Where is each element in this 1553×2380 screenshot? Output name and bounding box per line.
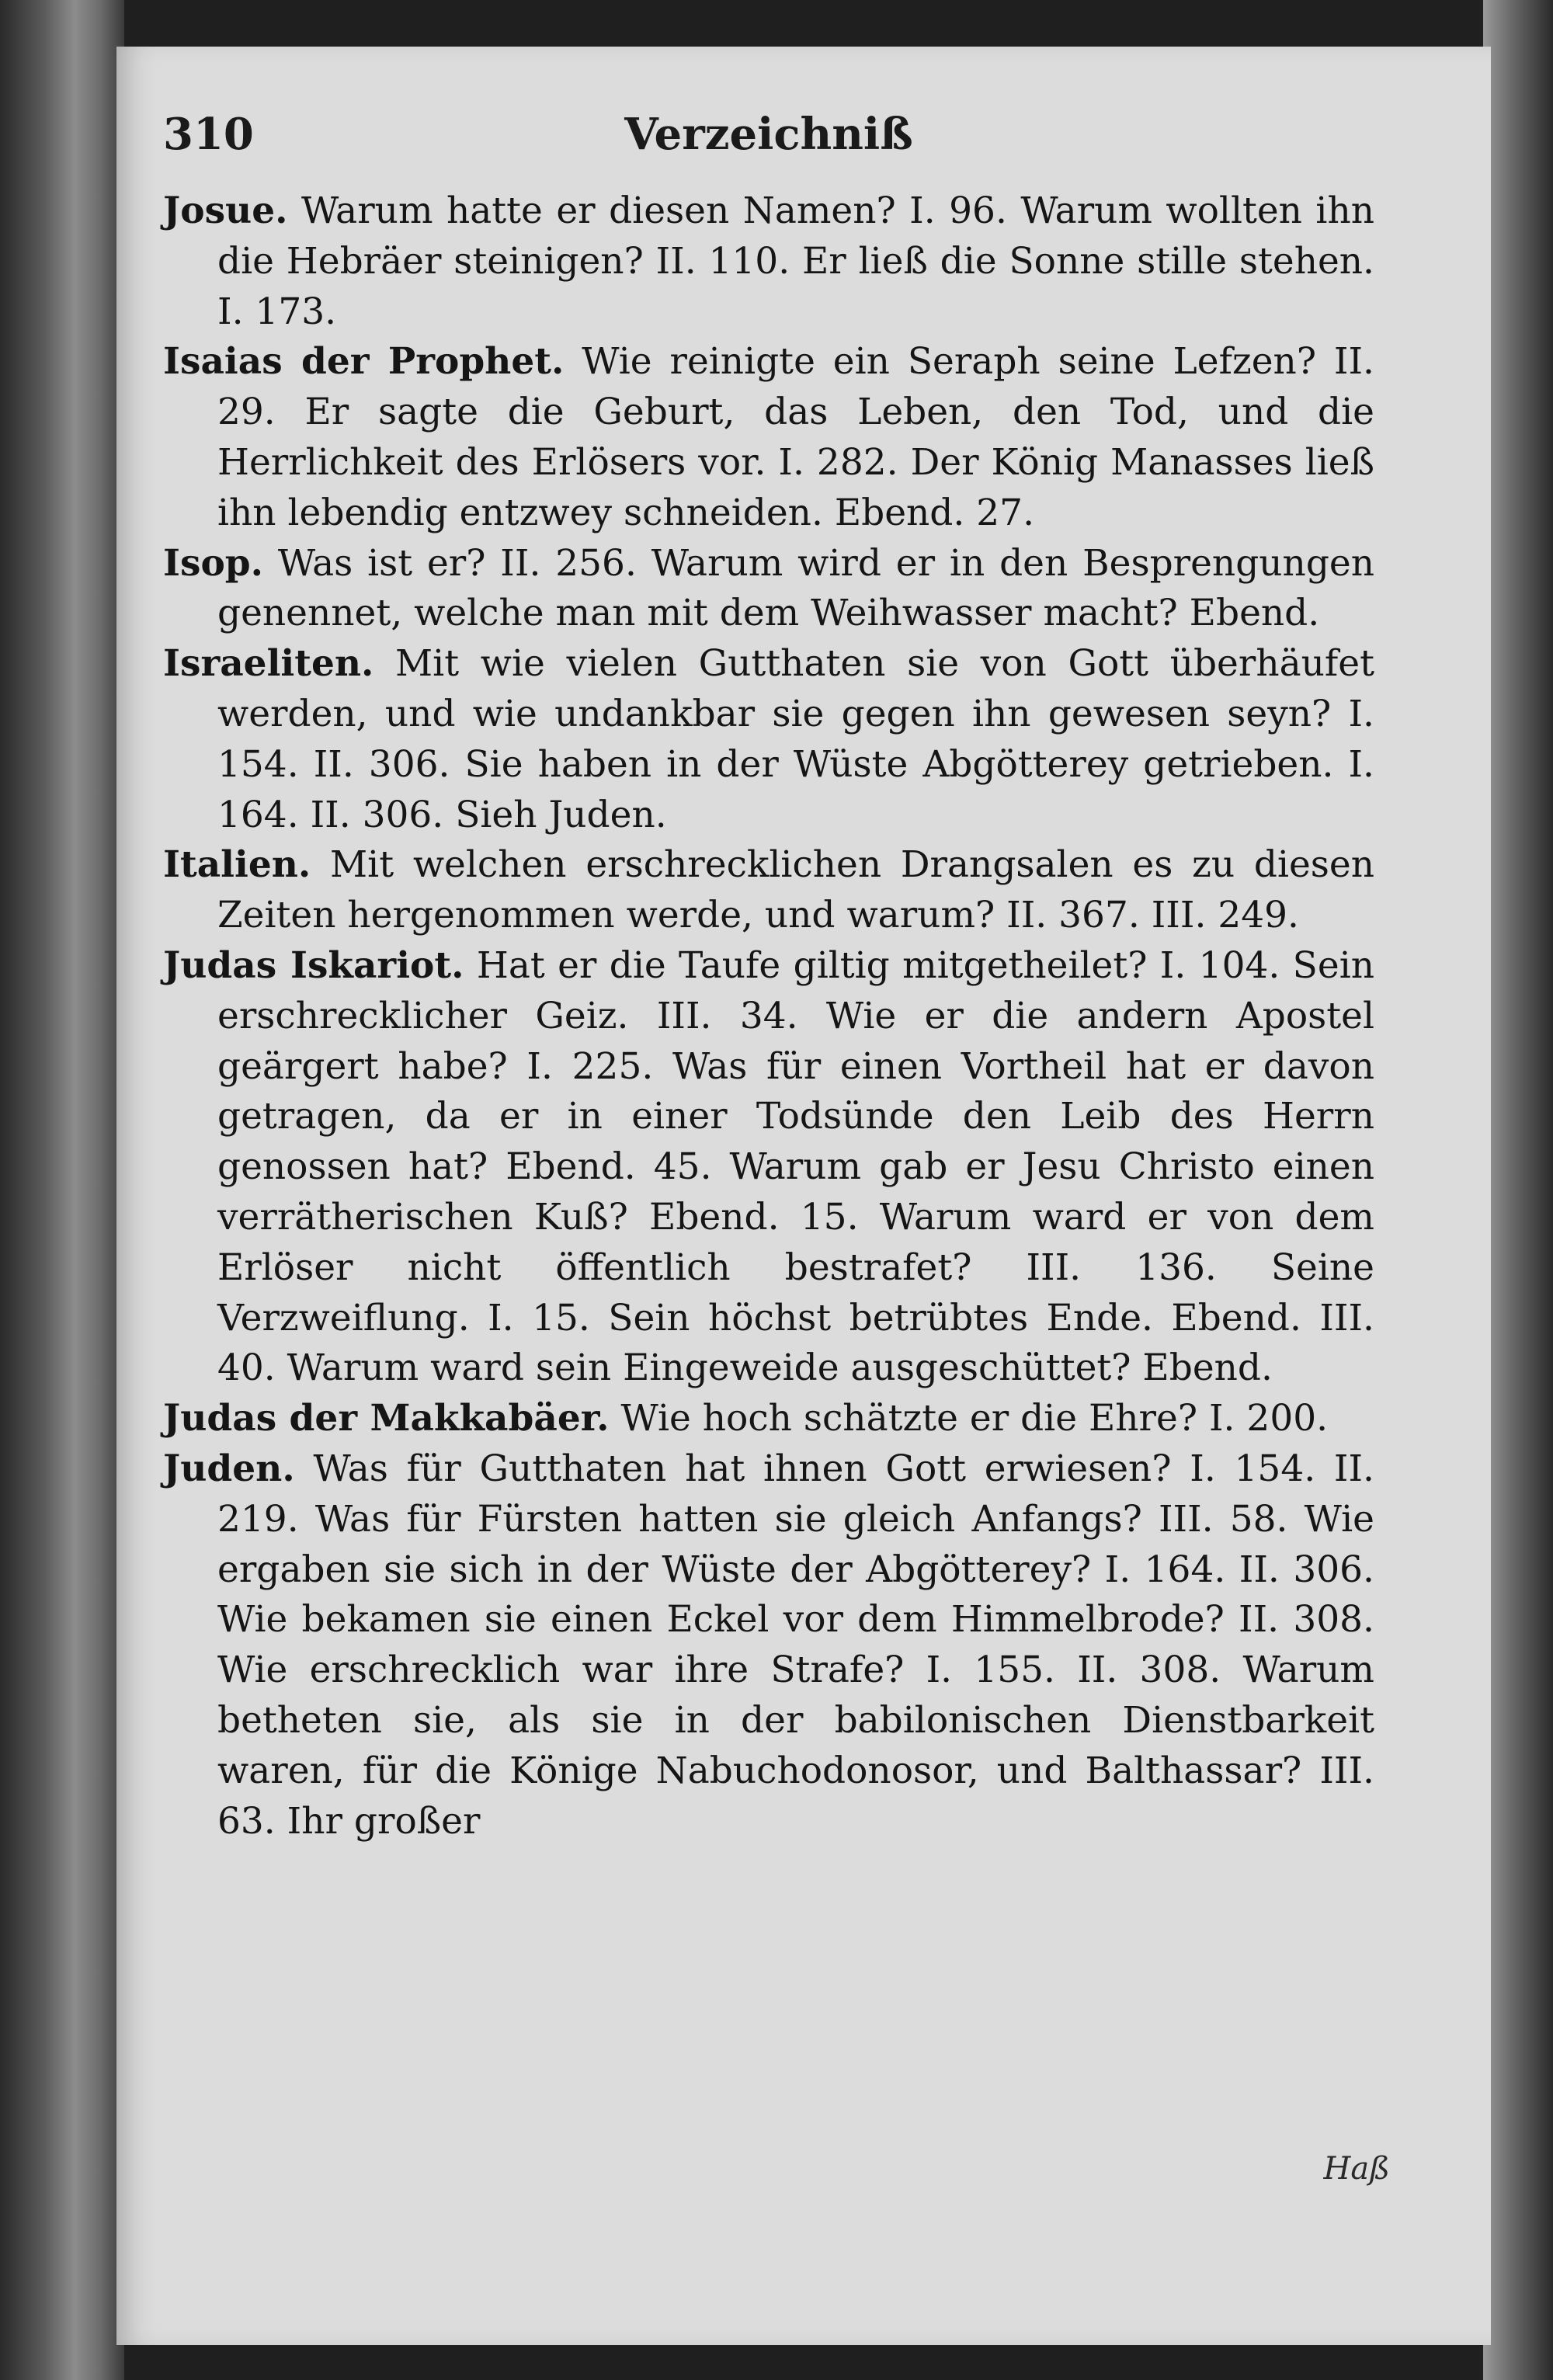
index-entry-josue: [163, 186, 1374, 337]
entry-text: Wie reinigte ein Seraph seine Lefzen? II. 29. Er sagte die Geburt, das Leben, den Tod, und die Herrlichkeit des Erlösers vor. I. 282. Der König Manasses ließ ihn lebendig entzwey schneiden. Ebend. 27.: [217, 340, 1374, 534]
book-edge-left: [0, 0, 124, 2380]
entry-headword: Josue.: [163, 189, 288, 232]
book-edge-right: [1483, 0, 1553, 2380]
entry-text: Was für Gutthaten hat ihnen Gott erwiesen? I. 154. II. 219. Was für Fürsten hatten sie gleich Anfangs? III. 58. Wie ergaben sie sich in der Wüste der Abgötterey? I. 164. II. 306. Wie bekamen sie einen Eckel vor dem Himmelbrode? II. 308. Wie erschrecklich war ihre Strafe? I. 155. II. 308. Warum betheten sie, als sie in der babilonischen Dienstbarkeit waren, für die Könige Nabuchodonosor, und Balthassar? III. 63. Ihr großer: [217, 1447, 1374, 1843]
entry-text: Wie hoch schätzte er die Ehre? I. 200.: [609, 1397, 1329, 1440]
index-entry-isop: [163, 539, 1374, 640]
entry-text: Hat er die Taufe giltig mitgetheilet? I. 104. Sein erschrecklicher Geiz. III. 34. Wie er die andern Apostel geärgert habe? I. 225. Was für einen Vortheil hat er davon getragen, da er in einer Todsünde den Leib des Herrn genossen hat? Ebend. 45. Warum gab er Jesu Christo einen verrätherischen Kuß? Ebend. 15. Warum ward er von dem Erlöser nicht öffentlich bestrafet? III. 136. Seine Verzweiflung. I. 15. Sein höchst betrübtes Ende. Ebend. III. 40. Warum ward sein Eingeweide ausgeschüttet? Ebend.: [217, 943, 1374, 1390]
page-number: 310: [163, 109, 254, 160]
index-entry-isaias: [163, 337, 1374, 538]
entry-headword: Isaias der Prophet.: [163, 340, 565, 384]
index-entry-italien: [163, 840, 1374, 941]
entry-headword: Judas Iskariot.: [163, 943, 464, 987]
index-entry-judas-makkabaeer: [163, 1394, 1374, 1444]
entry-headword: Isop.: [163, 541, 264, 585]
entry-text: Warum hatte er diesen Namen? I. 96. Warum wollten ihn die Hebräer steinigen? II. 110. Er ließ die Sonne stille stehen. I. 173.: [217, 189, 1374, 333]
page-header: [163, 109, 1374, 179]
entry-headword: Juden.: [163, 1447, 295, 1490]
index-entry-juden: [163, 1444, 1374, 1847]
entry-headword: Italien.: [163, 843, 311, 887]
index-entry-judas-iskariot: [163, 941, 1374, 1394]
catchword: Haß: [1323, 2151, 1390, 2187]
entry-text: Mit wie vielen Gutthaten sie von Gott überhäufet werden, und wie undankbar sie gegen ihn gewesen seyn? I. 154. II. 306. Sie haben in der Wüste Abgötterey getrieben. I. 164. II. 306. Sieh Juden.: [217, 642, 1374, 836]
entry-text: Mit welchen erschrecklichen Drangsalen es zu diesen Zeiten hergenommen werde, und warum? II. 367. III. 249.: [217, 843, 1374, 937]
entry-headword: Judas der Makkabäer.: [163, 1397, 610, 1440]
index-entry-israeliten: [163, 639, 1374, 840]
running-title: Verzeichniß: [624, 109, 913, 160]
index-entries: [163, 186, 1374, 1847]
entry-headword: Israeliten.: [163, 642, 374, 686]
entry-text: Was ist er? II. 256. Warum wird er in den Besprengungen genennet, welche man mit dem Weihwasser macht? Ebend.: [217, 541, 1374, 635]
